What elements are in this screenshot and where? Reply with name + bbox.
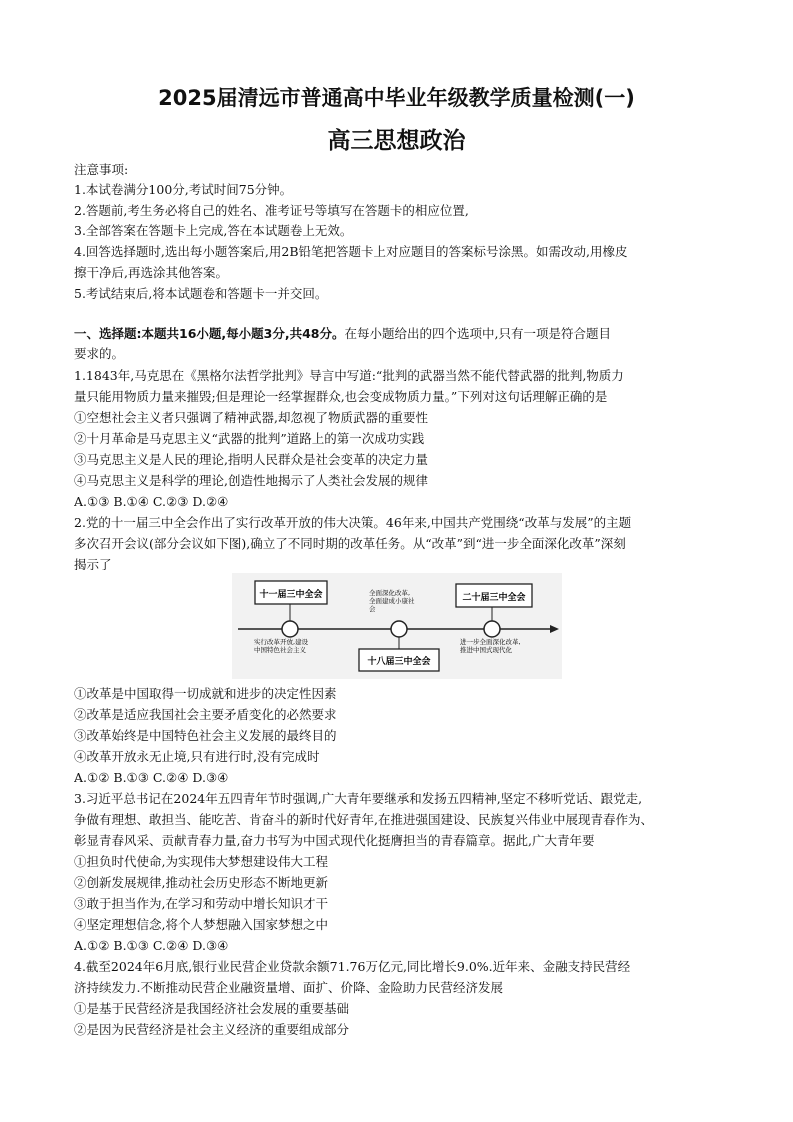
q1-option: ④马克思主义是科学的理论,创造性地揭示了人类社会发展的规律	[74, 473, 428, 488]
q4-stem: 济持续发力.不断推动民营企业融资量增、面扩、价降、金险助力民营经济发展	[74, 980, 503, 995]
note-2-line-1: 全面深化改革,	[369, 589, 411, 597]
exam-title: 2025届清远市普通高中毕业年级教学质量检测(一)	[158, 86, 635, 110]
q3-option: ①担负时代使命,为实现伟大梦想建设伟大工程	[74, 854, 328, 869]
box-11th-plenum-label: 十一届三中全会	[259, 590, 323, 600]
q4-option: ①是基于民营经济是我国经济社会发展的重要基础	[74, 1001, 350, 1016]
q1-option: ②十月革命是马克思主义“武器的批判”道路上的第一次成功实践	[74, 431, 425, 446]
q3-stem: 彰显青春风采、贡献青春力量,奋力书写为中国式现代化挺膺担当的青春篇章。据此,广大青年要	[74, 833, 595, 848]
notice-item: 5.考试结束后,将本试题卷和答题卡一并交回。	[74, 286, 328, 301]
box-18th-plenum-label: 十八届三中全会	[367, 657, 431, 667]
q1-stem: 量只能用物质力量来摧毁;但是理论一经掌握群众,也会变成物质力量。”下列对这句话理解正确的是	[74, 389, 608, 404]
q3-option: ③敢于担当作为,在学习和劳动中增长知识才干	[74, 896, 328, 911]
node-2024	[484, 621, 500, 637]
q2-option: ①改革是中国取得一切成就和进步的决定性因素	[74, 686, 337, 701]
q2-stem: 多次召开会议(部分会议如下图),确立了不同时期的改革任务。从“改革”到“进一步全面深化改革”深刻	[74, 536, 626, 551]
note-2-line-3: 会	[369, 605, 376, 613]
node-2013	[391, 621, 407, 637]
q3-answers: A.①② B.①③ C.②④ D.③④	[74, 938, 229, 953]
q2-option: ③改革始终是中国特色社会主义发展的最终目的	[74, 728, 337, 743]
note-1-line-1: 实行改革开放,建设	[254, 638, 309, 646]
q1-answers: A.①③ B.①④ C.②③ D.②④	[74, 494, 229, 509]
section-heading-bold: 一、选择题:本题共16小题,每小题3分,共48分。	[74, 326, 345, 341]
exam-subject: 高三思想政治	[327, 128, 466, 154]
note-2-line-2: 全面建成小康社	[369, 597, 415, 605]
q3-option: ④坚定理想信念,将个人梦想融入国家梦想之中	[74, 917, 328, 932]
q2-option: ④改革开放永无止境,只有进行时,没有完成时	[74, 749, 320, 764]
section-heading-rest: 在每小题给出的四个选项中,只有一项是符合题目	[344, 326, 611, 341]
q2-stem: 2.党的十一届三中全会作出了实行改革开放的伟大决策。46年来,中国共产党围绕“改革与发展”的主题	[74, 515, 632, 530]
notice-item: 1.本试卷满分100分,考试时间75分钟。	[74, 182, 293, 197]
q3-stem: 争做有理想、敢担当、能吃苦、肯奋斗的新时代好青年,在推进强国建设、民族复兴伟业中展现青春作为、	[74, 812, 653, 827]
timeline-svg	[232, 573, 562, 679]
section-heading	[74, 326, 746, 342]
node-1978	[282, 621, 298, 637]
q4-option: ②是因为民营经济是社会主义经济的重要组成部分	[74, 1022, 350, 1037]
notice-item: 2.答题前,考生务必将自己的姓名、准考证号等填写在答题卡的相应位置,	[74, 203, 469, 218]
section-heading-cont: 要求的。	[74, 346, 125, 361]
q2-stem: 揭示了	[74, 557, 112, 572]
q1-stem: 1.1843年,马克思在《黑格尔法哲学批判》导言中写道:“批判的武器当然不能代替武器的批判,物质力	[74, 368, 624, 383]
note-1-line-2: 中国特色社会主义	[254, 646, 306, 654]
notice-item: 4.回答选择题时,选出每小题答案后,用2B铅笔把答题卡上对应题目的答案标号涂黑。如需改动,用橡皮	[74, 244, 628, 259]
q1-option: ③马克思主义是人民的理论,指明人民群众是社会变革的决定力量	[74, 452, 428, 467]
note-3-line-1: 进一步全面深化改革,	[460, 638, 521, 646]
note-3-line-2: 推进中国式现代化	[460, 646, 512, 654]
q2-option: ②改革是适应我国社会主要矛盾变化的必然要求	[74, 707, 337, 722]
notice-item: 擦干净后,再选涂其他答案。	[74, 265, 228, 280]
q1-option: ①空想社会主义者只强调了精神武器,却忽视了物质武器的重要性	[74, 410, 428, 425]
q4-stem: 4.截至2024年6月底,银行业民营企业贷款余额71.76万亿元,同比增长9.0%.近年来、金融支持民营经	[74, 959, 631, 974]
q3-option: ②创新发展规律,推动社会历史形态不断地更新	[74, 875, 328, 890]
notice-item: 3.全部答案在答题卡上完成,答在本试题卷上无效。	[74, 223, 353, 238]
q2-answers: A.①② B.①③ C.②④ D.③④	[74, 770, 229, 785]
box-20th-plenum-label: 二十届三中全会	[462, 593, 526, 603]
reform-timeline-figure	[232, 573, 562, 679]
notice-heading: 注意事项:	[74, 162, 129, 177]
q3-stem: 3.习近平总书记在2024年五四青年节时强调,广大青年要继承和发扬五四精神,坚定不移听党话、跟党走,	[74, 791, 643, 806]
